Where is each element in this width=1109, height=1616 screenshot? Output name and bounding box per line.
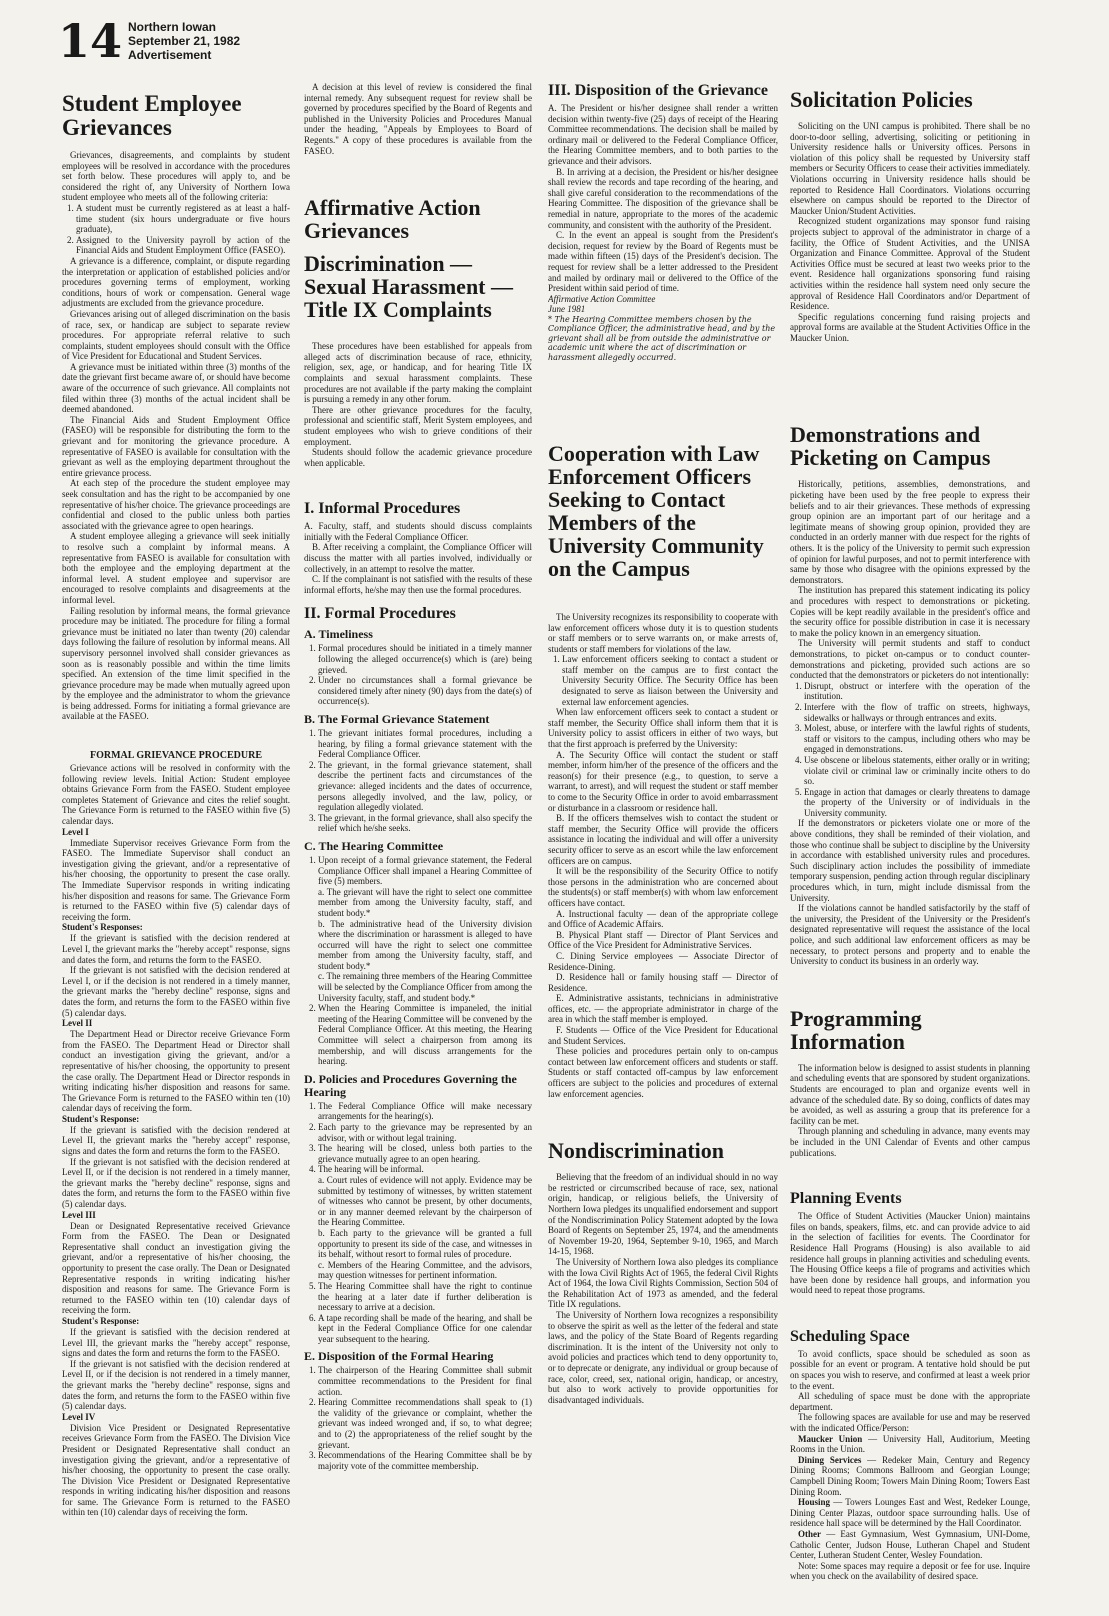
level-text: Immediate Supervisor receives Grievance Form from the FASEO. The Immediate Supervisor shall conduct an investigation giving the grievant, and/or a representative of his/her choosing, the opportunity to present the case orally. The Immediate Supervisor responds in writing indicating his/her disposition and reasons for same. The Grievance Form is returned to the FASEO within five (5) calendar days of receiving the form. xyxy=(62,837,290,922)
timeliness-heading: A. Timeliness xyxy=(304,627,373,642)
planning-text: The Office of Student Activities (Maucker Union) maintains files on bands, speakers, films, etc. and can provide advice to aid in the selection of facilities for events. The Coordinator for Residence Hall Programs (Housing) is also available to aid residence hall groups in planning activities and scheduling events. The Housing Office keeps a file of programs and activities which have been done by residence hall groups, and information you would need to repeat those programs. xyxy=(790,1211,1030,1296)
committee-item-text: Upon receipt of a formal grievance statement, the Federal Compliance Officer shall impanel a Hearing Committee of five (5) members. xyxy=(318,854,532,887)
criteria-item: 2. Assigned to the University payroll by action of the Financial Aids and Student Employment Office (FASEO). xyxy=(76,235,290,256)
policy-item-text: The hearing will be informal. xyxy=(318,1164,424,1175)
demonstration-rule: 3. Molest, abuse, or interfere with the lawful rights of students, staff or visitors to the campus, including others who may be engaged in demonstrations. xyxy=(804,723,1030,755)
policy-item: 5. The Hearing Committee shall have the right to continue the hearing at a later date if further deliberation is necessary to arrive at a decision. xyxy=(318,1281,532,1313)
statement-heading: B. The Formal Grievance Statement xyxy=(304,712,490,726)
grievances-title: Student Employee Grievances xyxy=(62,92,242,140)
statement-item: 2. The grievant, in the formal grievance statement, shall describe the pertinent facts and circumstances of the grievance: alleged incidents and the dates of occurrence, persons allegedly involved, and the law, policy, or regulation allegedly violated. xyxy=(318,760,532,813)
committee-list xyxy=(304,855,532,1067)
demonstrations-title: Demonstrations and Picketing on Campus xyxy=(790,422,991,471)
demonstrations-text: Historically, petitions, assemblies, demonstrations, and picketing have been used by the free people to express their beliefs and to air their grievances. These methods of expressing group opinion are an important part of our heritage and a legitimate means of showing group opinion, provided they are conducted in an orderly manner with due respect for the rights of others. It is the policy of the University to permit such expression of opinion for lawful purposes, and not to permit interference with same by those who disagree with the opinions expressed by the demonstrators. xyxy=(790,479,1030,585)
solicitation-title: Solicitation Policies xyxy=(790,88,973,112)
grievances-intro: Grievances, disagreements, and complaints by student employees will be resolved in accordance with the procedures set forth below. These procedures will apply to, and be considered the right of, any University of Northern Iowa student employee who meets all of the following criteria: xyxy=(62,150,290,203)
paragraph: Failing resolution by informal means, the formal grievance procedure may be initiated. The procedure for filing a formal grievance must be initiated no later than twenty (20) calendar days following the failure of resolution by informal means. All supervisory personnel involved shall consider grievances as soon as is reasonably possible and within the time limits specified. An extension of the time limit specified in the grievance procedure may be made when mutually agreed upon by the employee and the administrator to whom the grievance is being addressed. Forms for initiating a formal grievance are available at the FASEO. xyxy=(62,605,290,722)
contact-item: F. Students — Office of the Vice President for Educational and Student Services. xyxy=(548,1025,778,1046)
committee-subitem: c. The remaining three members of the Hearing Committee will be selected by the Compliance Officer from among the University faculty, staff, and student body.* xyxy=(318,971,532,1003)
programming-text: The information below is designed to assist students in planning and scheduling events that are sponsored by student organizations. Students are encouraged to plan and organize events well in advance of the scheduled date. By so doing, conflicts of dates may be avoided, as well as assuring a group that its preference for a facility can be met. xyxy=(790,1062,1030,1126)
contact-item: D. Residence hall or family housing staff — Director of Residence. xyxy=(548,972,778,993)
formal-procedure-heading: FORMAL GRIEVANCE PROCEDURE xyxy=(89,750,263,762)
cooperation-intro: The University recognizes its responsibility to cooperate with law enforcement officers whose duty it is to question students or staff members or to serve warrants on, or make arrests of, students or staff members for violations of the law. xyxy=(548,611,778,654)
timeliness-item: 2. Under no circumstances shall a formal grievance be considered timely after ninety (90) days from the date(s) of occurrence(s). xyxy=(318,675,532,707)
space-text: — University Hall, Auditorium, Meeting Rooms in the Union. xyxy=(790,1433,1030,1455)
space-text: — East Gymnasium, West Gymnasium, UNI-Dome, Catholic Center, Judson House, Lutheran Chapel and Student Center, Lutheran Student Center, Wesley Foundation. xyxy=(790,1528,1030,1561)
scheduling-text: All scheduling of space must be done with the appropriate department. xyxy=(790,1391,1030,1412)
space-label: Maucker Union xyxy=(798,1433,863,1444)
response-text: If the grievant is not satisfied with the decision rendered at Level II, or if the decision is not rendered in a timely manner, the grievant marks the "hereby decline" response, signs and dates the form, and returns the form to the FASEO within five (5) calendar days. xyxy=(62,1358,290,1412)
statement-item: 3. The grievant, in the formal grievance, shall also specify the relief which he/she seeks. xyxy=(318,813,532,834)
disposition-item: 3. Recommendations of the Hearing Committee shall be by majority vote of the committee membership. xyxy=(318,1450,532,1471)
criteria-list xyxy=(62,203,290,256)
level-text: Division Vice President or Designated Representative receives Grievance Form from the FASEO. The Division Vice President or Designated Representative shall conduct an investigation giving the grievant, and/or a representative of his/her choosing, the opportunity to present the case orally. The Division Vice President or Designated Representative responds in writing indicating his/her disposition and reasons for same. The Grievance Form is returned to the FASEO within ten (10) calendar days of receiving the form. xyxy=(62,1422,290,1518)
paragraph: The Financial Aids and Student Employment Office (FASEO) will be responsible for distributing the form to the grievant and for monitoring the grievance procedure. A representative of FASEO is available for consultation with the grievant as well as the employing department throughout the entire grievance process. xyxy=(62,414,290,478)
disposition-item: C. In the event an appeal is sought from the President's decision, request for review by the Board of Regents must be made within fifteen (15) days of the President's decision. The request for review shall be a letter addressed to the President and mailed by ordinary mail or delivered to the Office of the President within said period of time. xyxy=(548,230,778,294)
space-label: Dining Services xyxy=(798,1454,862,1465)
cooperation-text: When law enforcement officers seek to contact a student or staff member, the Security Office shall inform them that it is University policy to assist officers in either of two ways, but that the first approach is preferred by the University: xyxy=(548,707,778,750)
paragraph: A grievance must be initiated within three (3) months of the date the grievant first became aware of, or should have become aware of the occurrence of such grievance. All complaints not filed within three (3) months of the actual incident shall be deemed abandoned. xyxy=(62,361,290,415)
disposition-list xyxy=(304,1365,532,1471)
grievance-disposition-heading: III. Disposition of the Grievance xyxy=(548,82,768,99)
paragraph: A student employee alleging a grievance will seek initially to resolve such a complaint by informal means. A representative from FASEO is available for consultation with both the employee and the employing department at the informal level. A student employee and supervisor are encouraged to resolve complaints and disagreements at the informal level. xyxy=(62,531,290,605)
response-text: If the grievant is satisfied with the decision rendered at Level I, the grievant marks the "hereby accept" response, signs and dates the form, and returns the form to the FASEO. xyxy=(62,933,290,965)
cooperation-list xyxy=(548,654,778,707)
demonstrations-text: If the demonstrators or picketers violate one or more of the above conditions, they shall be reminded of their violation, and those who continue shall be subject to discipline by the University in accordance with established university rules and procedures. Such disciplinary action includes the possibility of immediate temporary suspension, pending action through regular disciplinary procedures which, in turn, might include dismissal from the University. xyxy=(790,818,1030,903)
paragraph: Grievances arising out of alleged discrimination on the basis of race, sex, or handicap are subject to separate review procedures. For appropriate referral relative to such complaints, student employees should consult with the Office of Vice President for Educational and Student Services. xyxy=(62,308,290,362)
solicitation-text: Recognized student organizations may sponsor fund raising projects subject to approval of the administrator in charge of a facility, the Office of Student Activities, and the UNISA Organization and Finance Committee. Approval of the Student Activities Office must be secured at least two weeks prior to the event. Residence hall organizations sponsoring fund raising activities within the residence hall system need only secure the approval of Residence Hall Coordinators and/or Department of Residence. xyxy=(790,216,1030,312)
disposition-item: 2. Hearing Committee recommendations shall speak to (1) the validity of the grievance or complaint, whether the grievant was indeed wronged and, if so, to what degree; and to (2) the appropriateness of the relief sought by the grievant. xyxy=(318,1397,532,1450)
programming-text: Through planning and scheduling in advance, many events may be included in the UNI Calendar of Events and other campus publications. xyxy=(790,1126,1030,1158)
issue-date: September 21, 1982 xyxy=(128,34,241,48)
committee-item: 2. When the Hearing Committee is impaneled, the initial meeting of the Hearing Committee will be convened by the Federal Compliance Officer. At this meeting, the Hearing Committee will select a chairperson from among its membership, and will discuss arrangements for the hearing. xyxy=(318,1003,532,1067)
demonstration-rules xyxy=(790,681,1030,819)
level-heading: Level III xyxy=(62,1209,96,1220)
contact-item: A. Instructional faculty — dean of the appropriate college and Office of Academic Affairs. xyxy=(548,908,778,930)
cooperation-option: B. If the officers themselves wish to contact the student or staff member, the Security Office will provide the officers assistance in locating the individual and will offer a university security officer to serve as an escort while the law enforcement officers are on campus. xyxy=(548,813,778,866)
column-3 xyxy=(548,82,778,1612)
column-1 xyxy=(62,92,290,1602)
nondiscrimination-text: The University of Northern Iowa recognizes a responsibility to observe the spirit as well as the letter of the federal and state laws, and the policy of the State Board of Regents regarding discrimination. It is the intent of the University not only to avoid policies and practices which tend to deny opportunity to, or to deprecate or denigrate, any individual or group because of race, color, creed, sex, national origin, handicap, or ancestry, but also to work actively to provide opportunities for disadvantaged individuals. xyxy=(548,1309,778,1405)
policy-item: 6. A tape recording shall be made of the hearing, and shall be kept in the Federal Compliance Office for one calendar year subsequent to the hearing. xyxy=(318,1313,532,1345)
criteria-item: 1. A student must be currently registered as at least a half-time student (six hours undergraduate or five hours graduate), xyxy=(76,203,290,235)
contact-item: C. Dining Service employees — Associate Director of Residence-Dining. xyxy=(548,950,778,972)
committee-signature: Affirmative Action Committee xyxy=(548,293,656,304)
response-heading: Student's Response: xyxy=(62,1315,140,1326)
programming-title: Programming Information xyxy=(790,1005,922,1054)
paragraph: A grievance is a difference, complaint, or dispute regarding the interpretation or application of established policies and/or procedures governing terms of employment, working conditions, hours of work or compensation. General wage adjustments are excluded from the grievance procedure. xyxy=(62,255,290,309)
affirmative-intro-2: There are other grievance procedures for the faculty, professional and scientific staff, Merit System employees, and student employees who wish to grieve conditions of their employment. xyxy=(304,404,532,447)
policy-item: 3. The hearing will be closed, unless both parties to the grievance mutually agree to an open hearing. xyxy=(318,1143,532,1164)
response-text: If the grievant is not satisfied with the decision rendered at Level I, or if the decision is not rendered in a timely manner, the grievant marks the "hereby decline" response, signs and dates the form, and returns the form to the FASEO within five (5) calendar days. xyxy=(62,965,290,1018)
solicitation-text: Soliciting on the UNI campus is prohibited. There shall be no door-to-door selling, advertising, soliciting or petitioning in University residence halls or University offices. Persons in violation of this policy shall be requested by University staff members or Security Officers to cease their activities immediately. Violations occurring in University residence halls should be reported to Residence Hall Coordinators. Violations occurring elsewhere on campus should be reported to the Director of Maucker Union/Student Activities. xyxy=(790,121,1030,216)
timeliness-list xyxy=(304,643,532,707)
policy-subitem: a. Court rules of evidence will not apply. Evidence may be submitted by testimony of witnesses, by written statement of witnesses who cannot be present, by other documents, or in any manner deemed relevant by the chairperson of the Hearing Committee. xyxy=(318,1174,532,1228)
policy-item: 1. The Federal Compliance Office will make necessary arrangements for the hearing(s). xyxy=(318,1101,532,1122)
response-text: If the grievant is satisfied with the decision rendered at Level II, the grievant marks the "hereby accept" response, signs and dates the form and returns the form to the FASEO. xyxy=(62,1124,290,1157)
level-heading: Level I xyxy=(62,826,89,837)
cooperation-title: Cooperation with Law Enforcement Officers Seeking to Contact Members of the University Community on the Campus xyxy=(548,440,764,581)
space-entry xyxy=(790,1497,1030,1529)
policies-heading: D. Policies and Procedures Governing the Hearing xyxy=(304,1071,517,1099)
footnote: * The Hearing Committee members chosen by the Compliance Officer, the administrative head, and by the grievant shall all be from outside the administrative or academic unit where the act of discrimination or harassment allegedly occurred. xyxy=(548,314,776,362)
space-entry xyxy=(790,1529,1030,1561)
column-2 xyxy=(304,82,532,1612)
informal-item: A. Faculty, staff, and students should discuss complaints initially with the Federal Compliance Officer. xyxy=(304,521,532,542)
demonstration-rule: 5. Engage in action that damages or clearly threatens to damage the property of the University or of individuals in the University community. xyxy=(804,787,1030,819)
disposition-item: 1. The chairperson of the Hearing Committee shall submit committee recommendations to the President for final action. xyxy=(318,1365,532,1397)
level-text: The Department Head or Director receive Grievance Form from the FASEO. The Department Head or Director shall conduct an investigation giving the grievant, and/or a representative of his/her choosing, the opportunity to present the case orally. The Department Head or Director responds in writing indicating his/her disposition and reasons for same. The Grievance Form is returned to the FASEO within ten (10) calendar days of receiving the form. xyxy=(62,1029,290,1114)
space-label: Other xyxy=(798,1528,821,1539)
disposition-heading: E. Disposition of the Formal Hearing xyxy=(304,1349,494,1364)
cooperation-text: It will be the responsibility of the Security Office to notify those persons in the administration who are concerned about the students(s) or staff member(s) with whom law enforcement officers have contact. xyxy=(548,866,778,908)
demonstrations-text: The institution has prepared this statement indicating its policy and procedures with respect to demonstrations or picketing. Copies will be kept readily available in the president's office and the security office for possible distribution in case it is necessary to make the policy known in an emergency situation. xyxy=(790,585,1030,638)
timeliness-item: 1. Formal procedures should be initiated in a timely manner following the alleged occurrence(s) which is (are) being grieved. xyxy=(318,643,532,675)
planning-title: Planning Events xyxy=(790,1190,902,1208)
nondiscrimination-title: Nondiscrimination xyxy=(548,1138,725,1164)
demonstrations-text: If the violations cannot be handled satisfactorily by the staff of the university, the President of the University or the President's designated representative will request the assistance of the local police, and such additional law enforcement officers as may be necessary, to protect persons and property and to enable the University to conduct its business in an orderly way. xyxy=(790,903,1030,967)
policy-item: 2. Each party to the grievance may be represented by an advisor, with or without legal training. xyxy=(318,1122,532,1143)
responses-heading: Student's Responses: xyxy=(62,922,143,933)
demonstrations-text: The University will permit students and staff to conduct demonstrations, to picket on-campus or to conduct counter-demonstrations and picketing, provided such actions are so conducted that the demonstrators or picketers do not intentionally: xyxy=(790,638,1030,681)
space-entry xyxy=(790,1434,1030,1455)
affirmative-intro: These procedures have been established for appeals from alleged acts of discrimination because of race, ethnicity, religion, sex, age, or handicap, and for hearing Title IX complaints and sexual harassment complaints. These procedures are not available if the party making the complaint is pursuing a remedy in any other forum. xyxy=(304,341,532,405)
informal-item: C. If the complainant is not satisfied with the results of these informal efforts, he/she may then use the formal procedures. xyxy=(304,574,532,595)
disposition-item: A. The President or his/her designee shall render a written decision within twenty-five (25) days of receipt of the Hearing Committee recommendations. The decision shall be mailed by ordinary mail or delivered to the Federal Compliance Officer, the Hearing Committee members, and to both parties to the grievance and their advisors. xyxy=(548,103,778,166)
paper-name: Northern Iowan xyxy=(128,20,217,34)
committee-heading: C. The Hearing Committee xyxy=(304,838,444,853)
scheduling-note: Note: Some spaces may require a deposit or fee for use. Inquire when you check on the availability of desired space. xyxy=(790,1560,1030,1582)
response-heading: Student's Response: xyxy=(62,1113,140,1124)
nondiscrimination-text: The University of Northern Iowa also pledges its compliance with the Iowa Civil Rights Act of 1965, the federal Civil Rights Act of 1964, the Iowa Civil Rights Commission, Section 504 of the Rehabilitation Act of 1973 as amended, and the federal Title IX regulations. xyxy=(548,1256,778,1310)
statement-item: 1. The grievant initiates formal procedures, including a hearing, by filing a formal grievance statement with the Federal Compliance Officer. xyxy=(318,728,532,760)
scheduling-text: The following spaces are available for use and may be reserved with the indicated Office/Person: xyxy=(790,1412,1030,1434)
space-label: Housing xyxy=(798,1497,831,1508)
cooperation-item: 1. Law enforcement officers seeking to contact a student or staff member on the campus are to first contact the University Security Office. The Security Office has been designated to serve as liaison between the University and external law enforcement agencies. xyxy=(562,654,778,707)
affirmative-title: Affirmative Action Grievances xyxy=(304,195,481,244)
masthead xyxy=(128,20,240,62)
nondiscrimination-text: Believing that the freedom of an individual should in no way be restricted or circumscribed because of race, sex, national origin, handicap, or religious beliefs, the University of Northern Iowa pledges its unqualified endorsement and support of the Nondiscrimination Policy Statement adopted by the Iowa Board of Regents on September 25, 1974, and the amendments of November 19-20, 1964, September 9-10, 1965, and March 14-15, 1968. xyxy=(548,1172,778,1257)
contact-item: B. Physical Plant staff — Director of Plant Services and Office of the Vice President for Administrative Services. xyxy=(548,929,778,951)
space-text: — Redeker Main, Century and Regency Dining Rooms; Commons Ballroom and Georgian Lounge; Campbell Dining Room; Towers Main Dining Room; Towers East Dining Room. xyxy=(790,1454,1030,1497)
policy-subitem: b. Each party to the grievance will be granted a full opportunity to present its side of the case, and witnesses in its behalf, without resort to formal rules of procedure. xyxy=(318,1227,532,1260)
response-text: If the grievant is satisfied with the decision rendered at Level III, the grievant marks the "hereby accept" response, signs and dates the form and returns the form to the FASEO. xyxy=(62,1326,290,1359)
contact-item: E. Administrative assistants, technicians in administrative offices, etc. — the appropriate administrator in charge of the area in which the staff member is employed. xyxy=(548,993,778,1025)
level-text: Dean or Designated Representative received Grievance Form from the FASEO. The Dean or Designated Representative shall conduct an investigation giving the grievant, and/or a representative of his/her choosing, the opportunity to present the case orally. The Dean or Designated Representative responds in writing indicating his/her disposition and reasons for same. The Grievance Form is returned to the FASEO within ten (10) calendar days of receiving the form. xyxy=(62,1220,290,1316)
scheduling-title: Scheduling Space xyxy=(790,1327,910,1345)
page-number: 14 xyxy=(58,14,123,68)
level-heading: Level II xyxy=(62,1018,93,1029)
demonstration-rule: 4. Use obscene or libelous statements, either orally or in writing; violate civil or criminal law or criminally incite others to do so. xyxy=(804,755,1030,787)
solicitation-text: Specific regulations concerning fund raising projects and approval forms are available at the Student Activities Office in the Maucker Union. xyxy=(790,311,1030,343)
policies-list xyxy=(304,1101,532,1345)
final-remedy-text: A decision at this level of review is considered the final internal remedy. Any subsequent request for review shall be governed by procedures specified by the Board of Regents and published in the University Policies and Procedures Manual under the heading, "Appeals by Employees to Board of Regents." A copy of these procedures is available from the FASEO. xyxy=(304,82,532,156)
space-entry xyxy=(790,1455,1030,1497)
disposition-item: B. In arriving at a decision, the President or his/her designee shall review the records and tape recording of the hearing, and shall give careful consideration to the recommendations of the Hearing Committee. The disposition of the grievance shall be remedial in nature, appropriate to the mores of the academic community, and consistent with the authority of the President. xyxy=(548,166,778,230)
policy-item xyxy=(318,1164,532,1281)
demonstration-rule: 1. Disrupt, obstruct or interfere with the operation of the institution. xyxy=(804,681,1030,702)
committee-subitem: b. The administrative head of the University division where the discrimination or harassment is alleged to have occurred will have the right to select one committee member from among the University faculty, staff, and student body.* xyxy=(318,918,532,971)
paragraph: At each step of the procedure the student employee may seek consultation and has the right to be accompanied by one representative of his/her choice. The grievance proceedings are confidential and closed to the public unless both parties associated with the grievance agree to open hearings. xyxy=(62,478,290,531)
affirmative-intro-3: Students should follow the academic grievance procedure when applicable. xyxy=(304,447,532,468)
cooperation-option: A. The Security Office will contact the student or staff member, inform him/her of the presence of the officers and the reason(s) for their presence (e.g., to question, to serve a warrant, to arrest), and will request the student or staff member to come to the Security Office in order to avoid embarrassment or disturbance in a classroom or residence hall. xyxy=(548,749,778,813)
level-heading: Level IV xyxy=(62,1411,96,1422)
committee-item xyxy=(318,855,532,1003)
column-4 xyxy=(790,88,1030,1612)
informal-heading: I. Informal Procedures xyxy=(304,500,461,518)
committee-subitem: a. The grievant will have the right to select one committee member from among the University faculty, staff, and student body.* xyxy=(318,886,532,918)
signature-date: June 1981 xyxy=(548,304,586,315)
cooperation-end: These policies and procedures pertain only to on-campus contact between law enforcement officers and students or staff. Students or staff contacted off-campus by law enforcement officers are subject to the policies and procedures of external law enforcement agencies. xyxy=(548,1046,778,1099)
demonstration-rule: 2. Interfere with the flow of traffic on streets, highways, sidewalks or hallways or through entrances and exits. xyxy=(804,702,1030,723)
formal-intro: Grievance actions will be resolved in conformity with the following review levels. Initial Action: Student employee obtains Grievance Form from the FASEO. Student employee completes Statement of Grievance and cites the relief sought. The Grievance Form is returned to the FASEO within five (5) calendar days. xyxy=(62,763,290,827)
informal-item: B. After receiving a complaint, the Compliance Officer will discuss the matter with all parties involved, individually or collectively, in an attempt to resolve the matter. xyxy=(304,542,532,574)
policy-subitem: c. Members of the Hearing Committee, and the advisors, may question witnesses for pertinent information. xyxy=(318,1259,532,1281)
scheduling-text: To avoid conflicts, space should be scheduled as soon as possible for an event or program. A tentative hold should be put on spaces you wish to reserve, and confirmed at least a week prior to the event. xyxy=(790,1348,1030,1391)
statement-list xyxy=(304,728,532,834)
space-text: — Towers Lounges East and West, Redeker Lounge, Dining Center Plazas, outdoor space surrounding halls. Use of residence hall space will be determined by the Hall Coordinator. xyxy=(790,1497,1030,1529)
section-label: Advertisement xyxy=(128,48,212,62)
affirmative-subtitle: Discrimination — Sexual Harassment — Title IX Complaints xyxy=(304,251,513,323)
formal-heading: II. Formal Procedures xyxy=(304,605,456,623)
response-text: If the grievant is not satisfied with the decision rendered at Level II, or if the decision is not rendered in a timely manner, the grievant marks the "hereby decline" response, signs and dates the form, and returns the form to the FASEO within five (5) calendar days. xyxy=(62,1156,290,1210)
